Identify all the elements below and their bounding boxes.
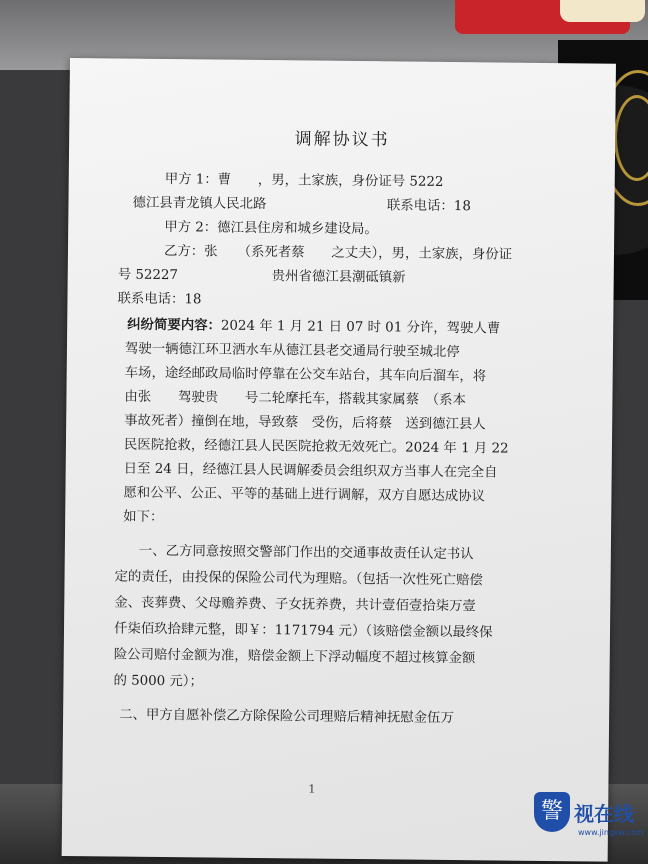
text-line: 由张 驾驶贵 号二轮摩托车，搭载其家属蔡 （系本 (124, 389, 466, 409)
text-line: 定的责任，由投保的保险公司代为理赔。（包括一次性死亡赔偿 (114, 569, 483, 589)
watermark-text: 视在线 (574, 802, 634, 826)
text-line: 的 5000 元）； (113, 673, 204, 690)
text-line: 民医院抢救，经德江县人民医院抢救无效死亡。2024 年 1 月 22 (123, 437, 509, 457)
text-line: 二、甲方自愿补偿乙方除保险公司理赔后精神抚慰金伍万 (119, 707, 454, 727)
text-line: 号 52227 贵州省德江县潮砥镇新 (117, 267, 406, 286)
text-line: 事故死者）撞倒在地，导致蔡 受伤，后将蔡 送到德江县人 (124, 413, 486, 433)
badge-icon: 警 (534, 792, 570, 832)
text-line: 驾驶一辆德江环卫洒水车从德江县老交通局行驶至城北停 (124, 341, 460, 361)
text-line: 愿和公平、公正、平等的基础上进行调解，双方自愿达成协议 (123, 485, 486, 505)
text-line: 甲方 1：曹 ，男，土家族，身份证号 5222 (164, 171, 444, 190)
document-title: 调解协议书 (294, 129, 390, 151)
text-line: 联系电话：18 (117, 291, 202, 308)
document-page (62, 58, 616, 862)
page-number: 1 (308, 782, 316, 796)
watermark-url: www.jingsw.com (578, 828, 644, 837)
text-line: 日至 24 日，经德江县人民调解委员会组织双方当事人在完全自 (123, 461, 498, 481)
text-line: 一、乙方同意按照交警部门作出的交通事故责任认定书认 (138, 543, 474, 563)
text-line: 德江县青龙镇人民北路 联系电话：18 (132, 195, 471, 215)
dispute-label: 纠纷简要内容： (127, 316, 222, 334)
text-line: 险公司赔付金额为准，赔偿金额上下浮动幅度不超过核算金额 (113, 647, 476, 667)
background-object (560, 0, 645, 22)
text-line: 甲方 2：德江县住房和城乡建设局。 (164, 219, 378, 238)
text-span: 2024 年 1 月 21 日 07 时 01 分许，驾驶人曹 (220, 318, 501, 337)
text-line: 乙方：张 （系死者蔡 之丈夫），男，土家族，身份证 (163, 243, 513, 263)
text-line: 金、丧葬费、父母赡养费、子女抚养费，共计壹佰壹拾柒万壹 (114, 595, 476, 615)
text-line: 车场，途经邮政局临时停靠在公交车站台，其车向后溜车，将 (124, 365, 487, 385)
text-line: 仟柒佰玖拾肆元整，即￥：1171794 元）（该赔偿金额以最终保 (113, 621, 493, 641)
text-line: 如下： (123, 509, 164, 526)
watermark-logo (530, 788, 642, 860)
text-line (127, 316, 501, 337)
